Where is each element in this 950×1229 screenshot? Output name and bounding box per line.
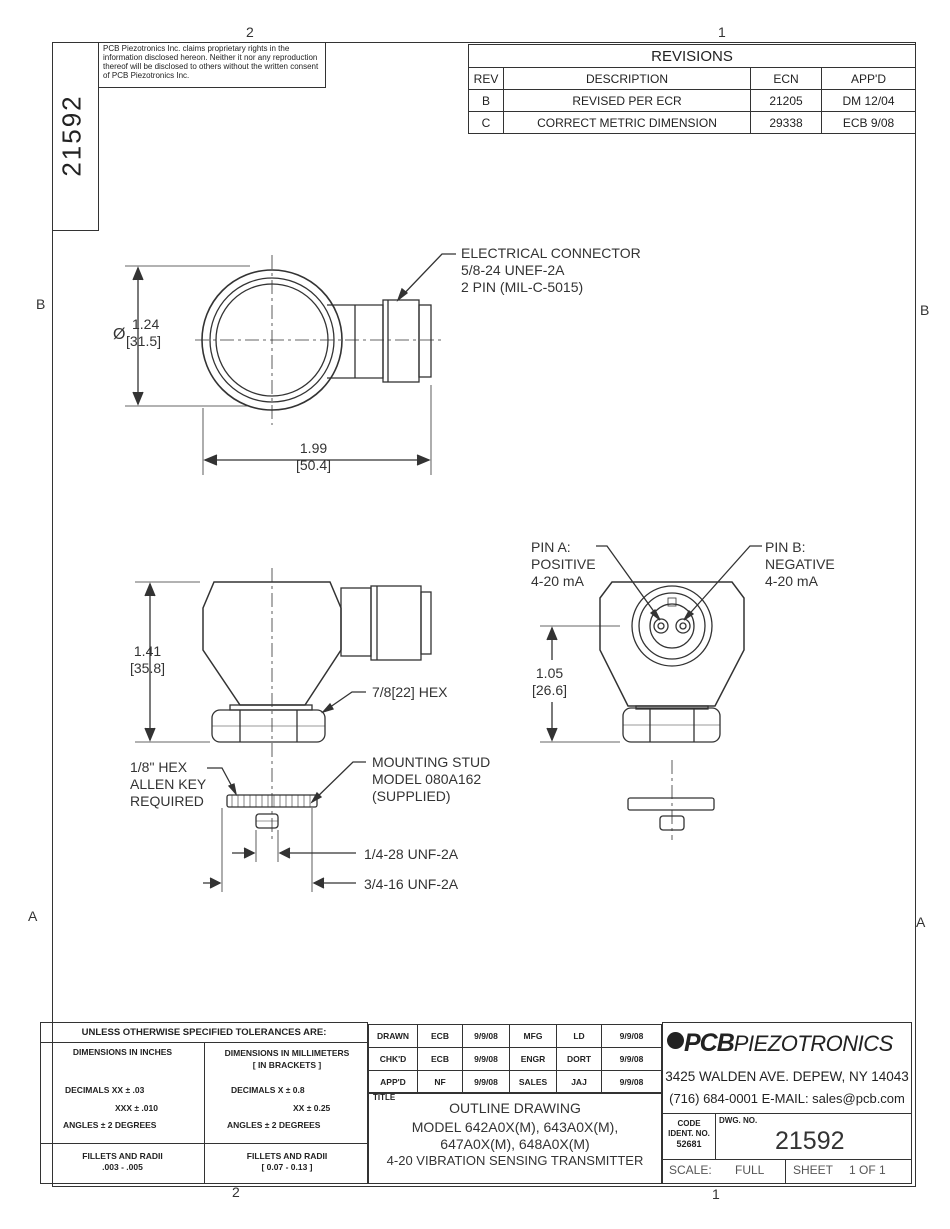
code-label: CODE <box>677 1119 701 1128</box>
zone-marker-top-1: 1 <box>718 24 726 40</box>
signoff-cell: NF <box>418 1071 463 1094</box>
thread-large-callout: 3/4-16 UNF-2A <box>364 876 459 892</box>
title-text <box>369 1099 661 1170</box>
scale-label: SCALE: <box>669 1163 712 1177</box>
code-ident <box>663 1119 715 1149</box>
connector-callout-line: 5/8-24 UNEF-2A <box>461 262 565 278</box>
allen-key-line: ALLEN KEY <box>130 776 207 792</box>
height-mm: [35.8] <box>130 660 166 676</box>
connector-callout <box>461 245 641 296</box>
table-row <box>369 1048 662 1071</box>
height-dimension <box>130 643 165 677</box>
signoff-cell: ECB <box>418 1025 463 1048</box>
diameter-symbol: Ø <box>113 326 126 343</box>
width-mm: [50.4] <box>296 457 332 473</box>
title-line: 647A0X(M), 648A0X(M) <box>440 1136 590 1152</box>
company-name-bold: PCB <box>684 1029 734 1057</box>
rev-cell: REVISED PER ECR <box>504 90 751 112</box>
pcb-logo-icon <box>667 1032 684 1049</box>
inch-decimals-xx: DECIMALS XX ± .03 <box>65 1085 145 1095</box>
mounting-stud-line: MODEL 080A162 <box>372 771 482 787</box>
zone-marker-bottom-2: 2 <box>232 1184 240 1200</box>
allen-key-callout <box>130 759 206 810</box>
inches-header: DIMENSIONS IN INCHES <box>72 1047 173 1057</box>
pin-a-line: 4-20 mA <box>531 573 584 589</box>
title-label: TITLE <box>373 1093 396 1102</box>
scale-value: FULL <box>735 1163 765 1177</box>
signoff-cell: LD <box>557 1025 602 1048</box>
dwg-number: 21592 <box>775 1127 845 1155</box>
company-rule <box>663 1113 911 1114</box>
pin-a-callout <box>531 539 596 590</box>
top-view <box>125 254 456 475</box>
connector-callout-line: ELECTRICAL CONNECTOR <box>461 245 641 261</box>
code-value: 52681 <box>676 1139 702 1149</box>
proprietary-notice: PCB Piezotronics Inc. claims proprietary rights in the information disclosed hereon. Neither it nor any reproduction thereof will be disclosed to others without the written consent of PCB Piezotronics Inc. <box>98 42 326 88</box>
fillets-inches-line: .003 - .005 <box>102 1162 143 1172</box>
pin-a-line: PIN A: <box>531 539 571 555</box>
rev-header-ecn: ECN <box>751 68 822 90</box>
signoff-cell: ENGR <box>510 1048 557 1071</box>
zone-marker-bottom-1: 1 <box>712 1186 720 1202</box>
width-inch: 1.99 <box>299 440 328 456</box>
zone-marker-right-b: B <box>920 302 930 318</box>
allen-key-line: 1/8" HEX <box>130 759 188 775</box>
rev-cell: CORRECT METRIC DIMENSION <box>504 112 751 134</box>
side-view <box>135 568 431 892</box>
scale-rule <box>663 1159 911 1160</box>
fillets-inches <box>41 1151 204 1173</box>
sheet-value: 1 OF 1 <box>849 1163 886 1177</box>
mm-decimals-xx: XX ± 0.25 <box>293 1103 331 1113</box>
signoff-cell: DORT <box>557 1048 602 1071</box>
tolerance-header: UNLESS OTHERWISE SPECIFIED TOLERANCES ARE: <box>41 1023 367 1043</box>
code-divider <box>715 1113 716 1159</box>
mounting-stud-line: (SUPPLIED) <box>372 788 451 804</box>
rev-header-appd: APP'D <box>822 68 916 90</box>
signoff-cell: 9/9/08 <box>602 1071 662 1094</box>
table-row <box>369 1071 662 1094</box>
signoff-cell: DRAWN <box>369 1025 418 1048</box>
signoff-cell: SALES <box>510 1071 557 1094</box>
dwg-label: DWG. NO. <box>719 1116 758 1125</box>
diameter-inch: 1.24 <box>132 316 160 332</box>
inch-decimals-xxx: XXX ± .010 <box>115 1103 158 1113</box>
rev-cell: B <box>469 90 504 112</box>
tolerance-block <box>40 1022 368 1184</box>
title-line: MODEL 642A0X(M), 643A0X(M), <box>411 1119 619 1135</box>
signoff-cell: 9/9/08 <box>602 1025 662 1048</box>
height-inch: 1.41 <box>133 643 162 659</box>
rev-cell: ECB 9/08 <box>822 112 916 134</box>
thread-small-callout: 1/4-28 UNF-2A <box>364 846 459 862</box>
scale-divider <box>785 1159 786 1183</box>
zone-marker-right-a: A <box>916 914 926 930</box>
fillets-mm-line: FILLETS AND RADII <box>246 1151 328 1161</box>
code-label: IDENT. NO. <box>668 1129 710 1138</box>
signoff-table <box>368 1024 662 1094</box>
drawing-number-vertical: 21592 <box>56 94 87 177</box>
diameter-mm: [31.5] <box>126 333 162 349</box>
signoff-cell: 9/9/08 <box>463 1025 510 1048</box>
signoff-cell: 9/9/08 <box>602 1048 662 1071</box>
signoff-cell: 9/9/08 <box>463 1071 510 1094</box>
pin-height-inch: 1.05 <box>535 665 564 681</box>
zone-marker-top-2: 2 <box>246 24 254 40</box>
end-view <box>540 546 762 840</box>
zone-marker-left-b: B <box>36 296 46 312</box>
zone-marker-left-a: A <box>28 908 38 924</box>
angles-inches: ANGLES ± 2 DEGREES <box>63 1120 157 1130</box>
tolerance-rule <box>41 1143 367 1144</box>
connector-callout-line: 2 PIN (MIL-C-5015) <box>461 279 584 295</box>
pin-a-line: POSITIVE <box>531 556 596 572</box>
pin-b-line: PIN B: <box>765 539 806 555</box>
pin-height-dimension <box>532 665 567 699</box>
hex-callout: 7/8[22] HEX <box>372 684 448 700</box>
pin-b-line: NEGATIVE <box>765 556 835 572</box>
revisions-title: REVISIONS <box>469 45 916 68</box>
rev-header-description: DESCRIPTION <box>504 68 751 90</box>
mounting-stud-callout <box>372 754 490 805</box>
mm-header <box>205 1047 369 1071</box>
diameter-dimension <box>126 316 161 350</box>
width-dimension <box>296 440 331 474</box>
company-logo <box>667 1029 903 1059</box>
table-row <box>369 1025 662 1048</box>
signoff-cell: CHK'D <box>369 1048 418 1071</box>
signoff-cell: JAJ <box>557 1071 602 1094</box>
fillets-inches-line: FILLETS AND RADII <box>82 1151 163 1161</box>
title-line: 4-20 VIBRATION SENSING TRANSMITTER <box>386 1153 644 1168</box>
rev-cell: 21205 <box>751 90 822 112</box>
pin-b-line: 4-20 mA <box>765 573 818 589</box>
pin-height-mm: [26.6] <box>532 682 568 698</box>
sheet-label: SHEET <box>793 1163 834 1177</box>
allen-key-line: REQUIRED <box>130 793 204 809</box>
rev-cell: C <box>469 112 504 134</box>
pin-b-callout <box>765 539 835 590</box>
company-contact: (716) 684-0001 E-MAIL: sales@pcb.com <box>669 1091 905 1106</box>
company-block <box>662 1022 912 1184</box>
title-block <box>368 1092 662 1184</box>
company-name-rest: PIEZOTRONICS <box>733 1031 893 1056</box>
fillets-mm <box>205 1151 369 1173</box>
signoff-cell: APP'D <box>369 1071 418 1094</box>
signoff-cell: MFG <box>510 1025 557 1048</box>
title-line: OUTLINE DRAWING <box>449 1100 581 1116</box>
mm-decimals-x: DECIMALS X ± 0.8 <box>231 1085 305 1095</box>
mounting-stud-line: MOUNTING STUD <box>372 754 491 770</box>
rev-cell: 29338 <box>751 112 822 134</box>
rev-header-rev: REV <box>469 68 504 90</box>
fillets-mm-line: [ 0.07 - 0.13 ] <box>261 1162 313 1172</box>
mm-header-line: DIMENSIONS IN MILLIMETERS <box>224 1048 350 1058</box>
signoff-cell: 9/9/08 <box>463 1048 510 1071</box>
mm-header-line: [ IN BRACKETS ] <box>252 1060 322 1070</box>
angles-mm: ANGLES ± 2 DEGREES <box>227 1120 321 1130</box>
signoff-cell: ECB <box>418 1048 463 1071</box>
company-address: 3425 WALDEN AVE. DEPEW, NY 14043 <box>665 1069 909 1084</box>
rev-cell: DM 12/04 <box>822 90 916 112</box>
